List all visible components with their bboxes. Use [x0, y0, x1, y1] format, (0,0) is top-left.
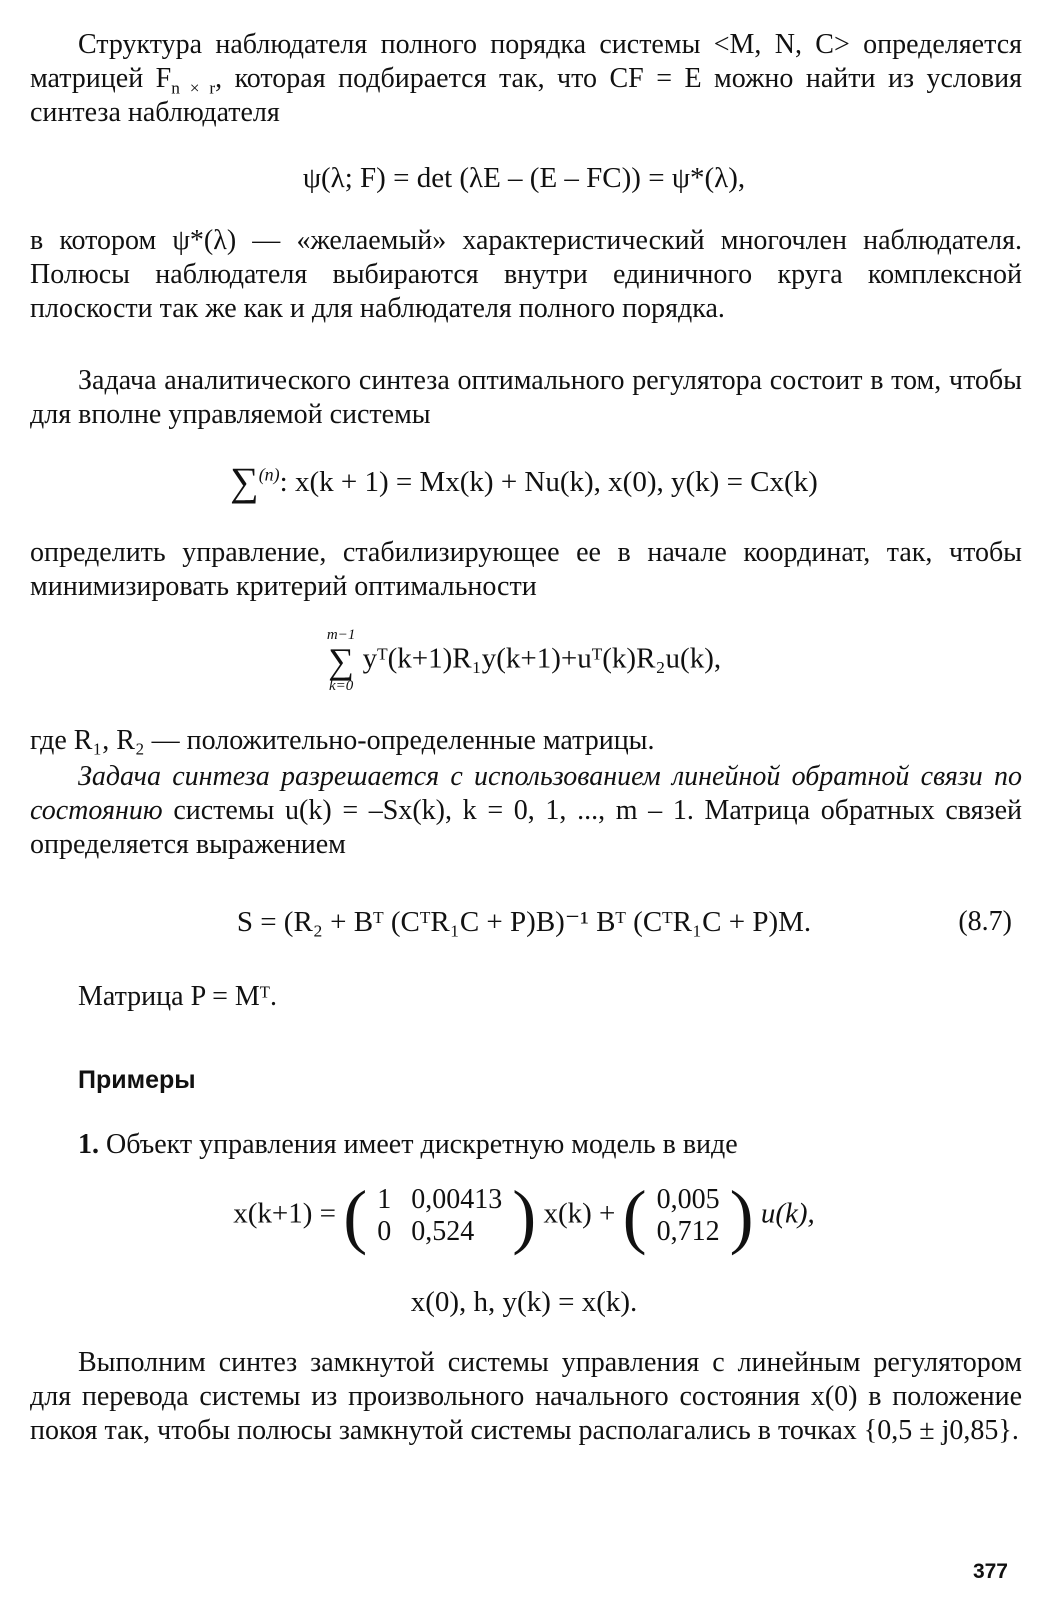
- paragraph-optimal-regulator: Задача аналитического синтеза оптимального регулятора состоит в том, чтобы для вполне управляемой системы: [30, 365, 1022, 430]
- equation-discrete-model: [0, 1176, 1048, 1270]
- vector-cell: 0,005: [656, 1184, 720, 1215]
- paragraph-text: Объект управления имеет дискретную модель в виде: [99, 1129, 738, 1160]
- feedback-matrix-formula: S = (R₂ + Bᵀ (CᵀR₁C + P)B)⁻¹ Bᵀ (CᵀR₁C + P)M.: [236, 906, 812, 938]
- equation-initial-conditions: x(0), h, y(k) = x(k).: [410, 1286, 638, 1318]
- right-paren: ): [512, 1176, 537, 1256]
- paragraph-closed-loop-synthesis: Выполним синтез замкнутой системы управления с линейным регулятором для перевода системы из произвольного начального состояния x(0) в положение покоя так, чтобы полюсы замкнутой системы располагались в точках {0,5 ± j0,85}.: [30, 1347, 1022, 1446]
- sum-symbol: ∑: [230, 459, 259, 504]
- equation-observer-synthesis: ψ(λ; F) = det (λE – (E – FC)) = ψ*(λ),: [302, 162, 746, 194]
- paragraph-observer-structure: [30, 28, 1022, 130]
- equation-number: (8.7): [958, 906, 1012, 937]
- paragraph-text: Структура наблюдателя полного порядка системы <M, N, C> определяется матрицей F: [30, 29, 1022, 94]
- left-paren: (: [622, 1176, 647, 1256]
- model-middle: x(k) +: [543, 1197, 616, 1230]
- right-paren: ): [729, 1176, 754, 1256]
- paragraph-positive-definite: где R₁, R₂ — положительно-определенные матрицы.: [30, 725, 655, 756]
- paragraph-stabilizing-control: определить управление, стабилизирующее ее в начале координат, так, чтобы минимизировать критерий оптимальности: [30, 537, 1022, 602]
- input-vector: [647, 1184, 730, 1248]
- matrix-cell: 0,524: [411, 1216, 475, 1247]
- sum-lower-limit: k=0: [328, 678, 354, 694]
- paragraph-text-continued: , которая подбирается так, что CF = E можно найти из условия синтеза наблюдателя: [30, 63, 1022, 128]
- summation: [327, 628, 355, 694]
- example-number: 1.: [78, 1129, 99, 1160]
- matrix-subscript: n × r: [171, 78, 216, 98]
- sum-symbol: ∑: [328, 641, 354, 681]
- equation-feedback-matrix: [0, 904, 1048, 940]
- sum-upper-limit: m−1: [326, 627, 356, 643]
- criterion-expression: yᵀ(k+1)R₁y(k+1)+uᵀ(k)R₂u(k),: [362, 642, 722, 675]
- paragraph-feedback-synthesis: [30, 760, 1022, 862]
- matrix-cell: 1: [377, 1184, 392, 1215]
- page-number: 377: [972, 1560, 1008, 1583]
- equation-system-model: [0, 459, 1048, 504]
- italic-statement: Задача синтеза разрешается с использованием линейной обратной связи по состоянию: [30, 761, 1022, 826]
- equation-optimality-criterion: [0, 628, 1048, 708]
- paragraph-matrix-p: Матрица P = Mᵀ.: [78, 981, 277, 1012]
- matrix-cell: 0,00413: [411, 1184, 503, 1215]
- paragraph-example-1: [30, 1128, 1022, 1162]
- system-order-superscript: (n): [258, 464, 280, 485]
- system-equation-text: : x(k + 1) = Mx(k) + Nu(k), x(0), y(k) = Cx(k): [279, 466, 818, 498]
- paragraph-text: системы u(k) = –Sx(k), k = 0, 1, ..., m – 1. Матрица обратных связей определяется выражением: [30, 795, 1022, 860]
- left-paren: (: [343, 1176, 368, 1256]
- section-heading-examples: Примеры: [78, 1066, 196, 1094]
- matrix-cell: 0: [377, 1216, 392, 1247]
- state-matrix: [367, 1184, 512, 1248]
- model-lhs: x(k+1) =: [233, 1197, 336, 1230]
- paragraph-desired-polynomial: в котором ψ*(λ) — «желаемый» характеристический многочлен наблюдателя. Полюсы наблюдателя выбираются внутри единичного круга комплексной плоскости так же как и для наблюдателя полного порядка.: [30, 225, 1022, 324]
- model-rhs: u(k),: [760, 1197, 815, 1230]
- vector-cell: 0,712: [656, 1216, 720, 1247]
